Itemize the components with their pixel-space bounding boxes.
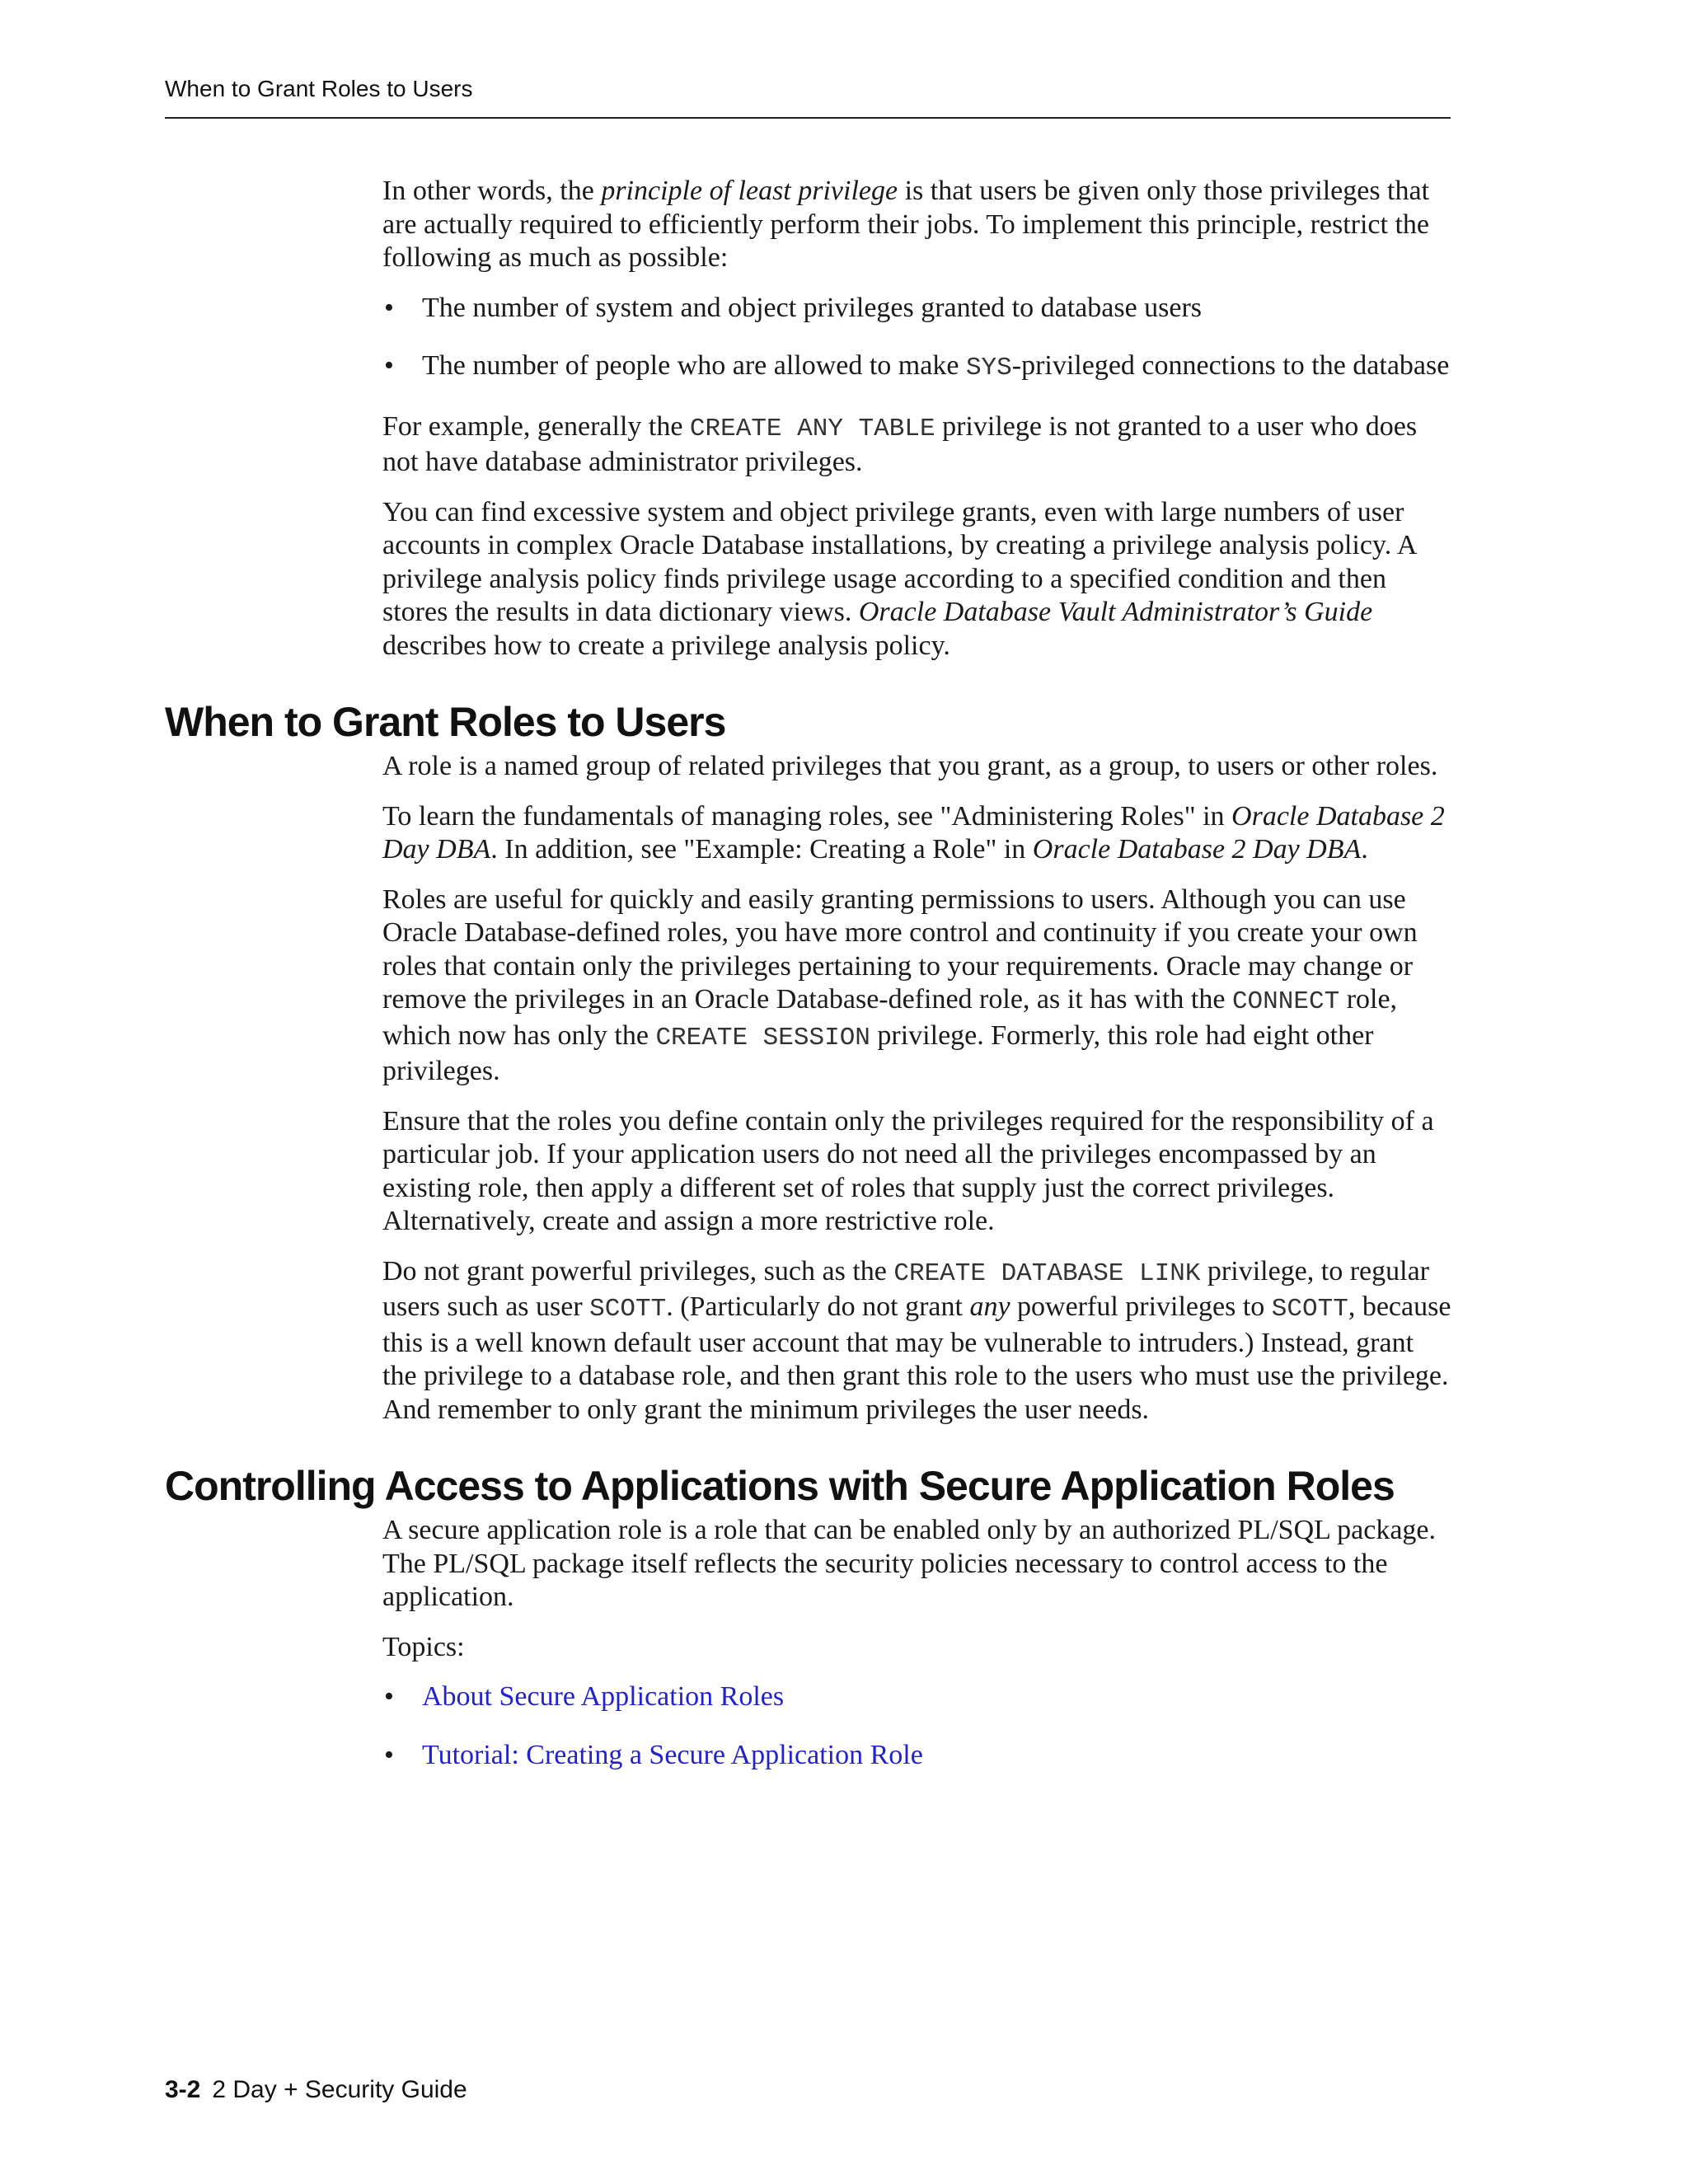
running-header-title: When to Grant Roles to Users — [165, 76, 473, 101]
link-tutorial-creating-secure-application-role[interactable]: Tutorial: Creating a Secure Application Role — [422, 1739, 923, 1770]
emphasis-any: any — [969, 1291, 1010, 1322]
list-item — [382, 1680, 1454, 1714]
code-sys: SYS — [965, 354, 1012, 382]
bullet-icon: • — [384, 1739, 394, 1770]
page-content — [0, 175, 1688, 1797]
code-create-session: CREATE SESSION — [655, 1023, 870, 1052]
topics-label: Topics: — [382, 1631, 465, 1662]
list-item: • The number of system and object privileges granted to database users — [382, 292, 1454, 326]
book-title-vault-guide: Oracle Database Vault Administrator’s Guide — [858, 597, 1373, 627]
intro-paragraph-3: You can find excessive system and object privilege grants, even with large numbers of user accounts in complex Oracle Database installations, by creating a privilege analysis policy. A privilege analysis policy finds privilege usage according to a specified condition and then stores the results in data dictionary views. Oracle Database Vault Administrator’s Guide describes how to create a privilege analysis policy. — [382, 496, 1416, 661]
page-number: 3-2 — [165, 2076, 201, 2103]
grant-roles-paragraph-4: Ensure that the roles you define contain only the privileges required for the responsibility of a particular job. If your application users do not need all the privileges encompassed by an existing role, then apply a different set of roles that supply just the correct privileges. Alternatively, create and assign a more restrictive role. — [382, 1105, 1434, 1236]
grant-roles-paragraph-1: A role is a named group of related privileges that you grant, as a group, to users or other roles. — [382, 751, 1438, 781]
section-secure-app-roles-body — [382, 1514, 1454, 1772]
section-grant-roles-body — [382, 750, 1454, 1427]
intro-paragraph-1: In other words, the principle of least privilege is that users be given only those privileges that are actually required to efficiently perform their jobs. To implement this principle, restrict the following as much as possible: — [382, 176, 1430, 273]
grant-roles-paragraph-2: To learn the fundamentals of managing roles, see "Administering Roles" in Oracle Database 2 Day DBA. In addition, see "Example: Creating a Role" in Oracle Database 2 Day DBA. — [382, 800, 1445, 865]
running-header — [165, 74, 1451, 119]
intro-paragraph-2: For example, generally the CREATE ANY TABLE privilege is not granted to a user who does not have database administrator privileges. — [382, 410, 1418, 477]
term-principle-of-least-privilege: principle of least privilege — [601, 176, 898, 206]
code-connect: CONNECT — [1231, 987, 1340, 1016]
link-about-secure-application-roles[interactable]: About Secure Application Roles — [422, 1681, 785, 1712]
grant-roles-paragraph-3: Roles are useful for quickly and easily granting permissions to users. Although you can use Oracle Database-defined roles, you have more control and continuity if you create your own roles that contain only the privileges pertaining to your requirements. Oracle may change or remove the privileges in an Oracle Database-defined role, as it has with the CONNECT role, which now has only the CREATE SESSION privilege. Formerly, this role had eight other privileges. — [382, 883, 1418, 1086]
book-title-2-day-dba: Oracle Database 2 Day DBA — [1032, 834, 1362, 865]
section-heading-secure-application-roles: Controlling Access to Applications with Secure Application Roles — [165, 1463, 1395, 1509]
section-heading-grant-roles: When to Grant Roles to Users — [165, 699, 726, 745]
list-item — [382, 1739, 1454, 1773]
code-create-database-link: CREATE DATABASE LINK — [893, 1258, 1201, 1288]
book-title: 2 Day + Security Guide — [212, 2076, 467, 2103]
code-scott: SCOTT — [589, 1295, 667, 1324]
code-scott: SCOTT — [1271, 1295, 1348, 1324]
bullet-icon: • — [384, 350, 394, 381]
secure-app-roles-paragraph-1: A secure application role is a role that can be enabled only by an authorized PL/SQL package. The PL/SQL package itself reflects the security policies necessary to control access to the application. — [382, 1515, 1437, 1612]
page-footer — [165, 2075, 467, 2105]
book-title-2-day-dba: Oracle Database 2 Day DBA — [382, 800, 1445, 865]
code-create-any-table: CREATE ANY TABLE — [689, 414, 935, 443]
grant-roles-paragraph-5: Do not grant powerful privileges, such as the CREATE DATABASE LINK privilege, to regular users such as user SCOTT. (Particularly do not grant any powerful privileges to SCOTT, because this is a well known default user account that may be vulnerable to intruders.) Instead, grant the privilege to a database role, and then grant this role to the users who must use the privilege. And remember to only grant the minimum privileges the user needs. — [382, 1255, 1451, 1425]
topics-link-list — [382, 1680, 1454, 1772]
bullet-icon: • — [384, 1681, 394, 1712]
bullet-icon: • — [384, 292, 394, 323]
intro-bullet-list — [382, 292, 1454, 386]
intro-block — [382, 175, 1454, 663]
list-item: • The number of people who are allowed to make SYS-privileged connections to the database — [384, 350, 1450, 382]
